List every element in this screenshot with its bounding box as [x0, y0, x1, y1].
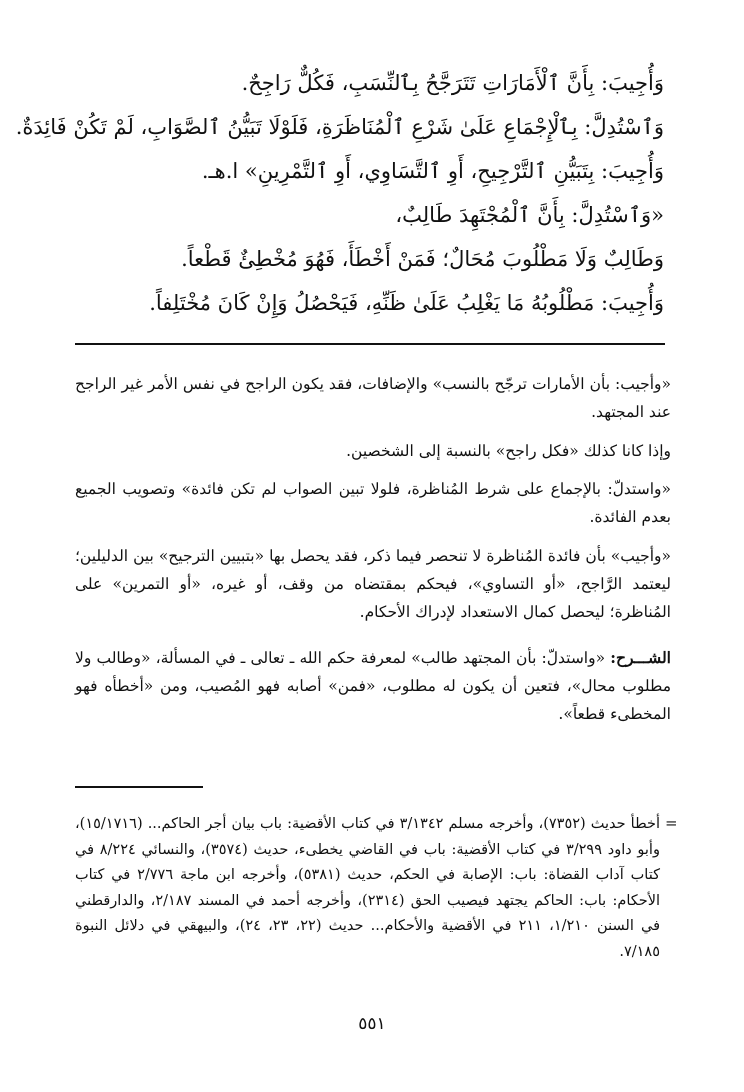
sharh-text: «واستدلّ: بأن المجتهد طالب» لمعرفة حكم الله ـ تعالى ـ في المسألة، «وطالب ولا مطلوب محال»، فتعين أن يكون له مطلوب، «فمن» أصابه فهو المُصيب، ومن «أخطأه فهو المخطىء قطعاً».	[75, 649, 671, 723]
verse-line: وَطَالِبٌ وَلَا مَطْلُوبَ مُحَالٌ؛ فَمَنْ أَخْطَأَ، فَهُوَ مُخْطِئٌ قَطْعاً.	[181, 247, 664, 271]
footnote-continuation-mark: =	[665, 814, 678, 832]
sharh-paragraph	[75, 644, 671, 728]
footnote	[75, 812, 660, 965]
commentary-paragraph: «واستدلّ: بالإجماع على شرط المُناظرة، فلولا تبين الصواب لم تكن فائدة» وتصويب الجميع بعدم الفائدة.	[75, 480, 671, 526]
verse-line: وَأُجِيبَ: بِأَنَّ ٱلْأَمَارَاتِ تَتَرَجَّحُ بِٱلنِّسَبِ، فَكُلٌّ رَاجِحٌ.	[241, 71, 664, 95]
matn-verses	[15, 68, 664, 332]
commentary-paragraph: «وأجيب: بأن الأمارات ترجّح بالنسب» والإضافات، فقد يكون الراجح في نفس الأمر غير الراجح عند المجتهد.	[75, 375, 671, 421]
footnote-divider	[75, 786, 203, 788]
page-number: ٥٥١	[358, 1014, 386, 1034]
sharh-heading: الشـــرح:	[610, 648, 671, 667]
commentary	[75, 370, 671, 739]
verse-line: «وَٱسْتُدِلَّ: بِأَنَّ ٱلْمُجْتَهِدَ طَالِبٌ،	[395, 203, 664, 227]
verse-line: وَٱسْتُدِلَّ: بِٱلْإِجْمَاعِ عَلَىٰ شَرْعِ ٱلْمُنَاظَرَةِ، فَلَوْلَا تَبَيُّنُ ٱلصَّوَابِ، لَمْ تَكُنْ فَائِدَةٌ.	[15, 115, 664, 139]
verse-line: وَأُجِيبَ: بِتَبَيُّنِ ٱلتَّرْجِيحِ، أَوِ ٱلتَّسَاوِي، أَوِ ٱلتَّمْرِينِ» ا.هـ.	[201, 159, 664, 183]
commentary-paragraph: وإذا كانا كذلك «فكل راجح» بالنسبة إلى الشخصين.	[346, 442, 671, 460]
main-divider	[75, 343, 665, 345]
commentary-paragraph: «وأجيب» بأن فائدة المُناظرة لا تنحصر فيما ذكر، فقد يحصل بها «بتبيين الترجيح» بين الدليلين؛ ليعتمد الرَّاجح، «أو التساوي»، فيحكم بمقتضاه من وقف، أو غيره، «أو التمرين» على المُناظرة؛ ليحصل كمال الاستعداد لإدراك الأحكام.	[75, 547, 671, 621]
footnote-text: أخطأ حديث (٧٣٥٢)، وأخرجه مسلم ٣/١٣٤٢ في كتاب الأقضية: باب بيان أجر الحاكم... (١٥/١٧١٦)، وأبو داود ٣/٢٩٩ في كتاب الأقضية: باب في القاضي يخطىء، حديث (٣٥٧٤)، والنسائي ٨/٢٢٤ في كتاب آداب القضاة: باب: الإصابة في الحكم، حديث (٥٣٨١)، وأخرجه ابن ماجة ٢/٧٧٦ في كتاب الأحكام: باب: الحاكم يجتهد فيصيب الحق (٢٣١٤)، وأخرجه أحمد في المسند ٢/١٨٧، والدارقطني في السنن ١/٢١٠، ٢١١ في الأقضية والأحكام... حديث (٢٢، ٢٣، ٢٤)، والبيهقي في دلائل النبوة ٧/١٨٥.	[75, 816, 661, 960]
verse-line: وَأُجِيبَ: مَطْلُوبُهُ مَا يَغْلِبُ عَلَىٰ ظَنِّهِ، فَيَحْصُلُ وَإِنْ كَانَ مُخْتَلِفاً.	[149, 291, 664, 315]
